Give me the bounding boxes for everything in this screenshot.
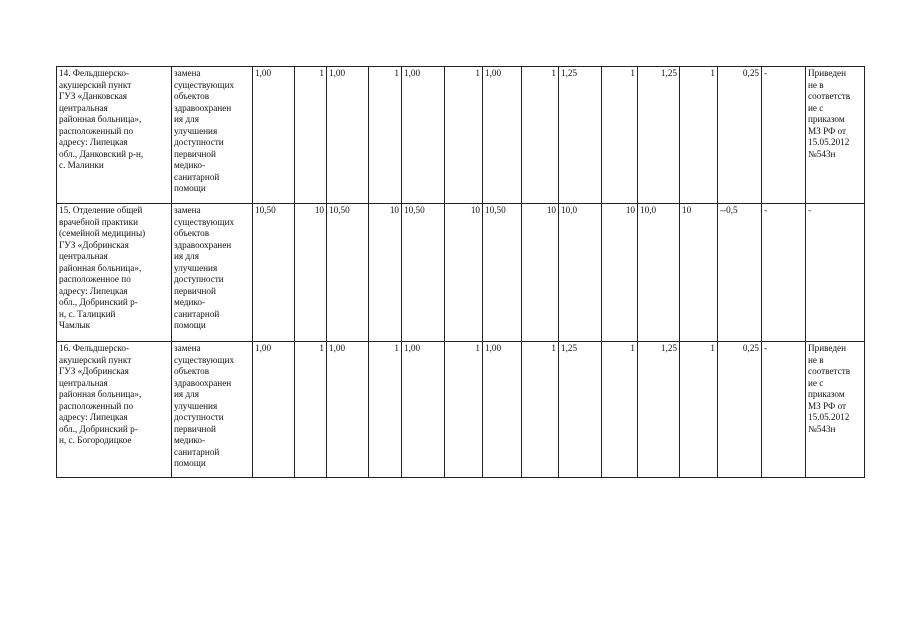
value-cell: 1,00 [327, 67, 369, 204]
count-cell: 1 [445, 342, 483, 478]
delta-cell: 0,25 [718, 342, 762, 478]
value-cell: 10,50 [327, 204, 369, 342]
dash-cell: - [762, 342, 806, 478]
value-cell: 10,0 [638, 204, 680, 342]
facilities-table [56, 66, 865, 478]
delta-cell: 0,25 [718, 67, 762, 204]
note-cell: Приведен не в соответств ие с приказом МЗ РФ от 15.05.2012 №543н [806, 342, 865, 478]
value-cell: 1,00 [402, 67, 445, 204]
value-cell: 1,00 [253, 342, 295, 478]
value-cell: 1,00 [253, 67, 295, 204]
count-cell: 10 [602, 204, 638, 342]
value-cell: 1,00 [327, 342, 369, 478]
dash-cell: - [762, 204, 806, 342]
delta-cell: --0,5 [718, 204, 762, 342]
value-cell: 10,50 [483, 204, 522, 342]
count-cell: 1 [369, 67, 402, 204]
count-cell: 1 [602, 67, 638, 204]
count-cell: 10 [369, 204, 402, 342]
count-cell: 1 [602, 342, 638, 478]
value-cell: 10,50 [402, 204, 445, 342]
facility-name-cell: 14. Фельдшерско- акушерский пункт ГУЗ «Данковская центральная районная больница», расположенный по адресу: Липецкая обл., Данковский р-н, с. Малинки [57, 67, 172, 204]
note-cell: Приведен не в соответств ие с приказом МЗ РФ от 15.05.2012 №543н [806, 67, 865, 204]
value-cell: 1,25 [559, 342, 602, 478]
dash-cell: - [762, 67, 806, 204]
count-cell: 1 [680, 67, 718, 204]
purpose-cell: замена существующих объектов здравоохранен ия для улучшения доступности первичной медико- санитарной помощи [172, 342, 253, 478]
count-cell: 1 [445, 67, 483, 204]
table-row [57, 342, 865, 478]
purpose-cell: замена существующих объектов здравоохранен ия для улучшения доступности первичной медико- санитарной помощи [172, 204, 253, 342]
value-cell: 1,25 [638, 342, 680, 478]
value-cell: 1,00 [402, 342, 445, 478]
count-cell: 1 [680, 342, 718, 478]
count-cell: 1 [295, 67, 327, 204]
count-cell: 1 [522, 342, 559, 478]
note-cell: - [806, 204, 865, 342]
value-cell: 1,25 [638, 67, 680, 204]
value-cell: 1,00 [483, 342, 522, 478]
purpose-cell: замена существующих объектов здравоохранен ия для улучшения доступности первичной медико- санитарной помощи [172, 67, 253, 204]
value-cell: 10,0 [559, 204, 602, 342]
count-cell: 1 [369, 342, 402, 478]
value-cell: 1,00 [483, 67, 522, 204]
table-row [57, 204, 865, 342]
count-cell: 1 [295, 342, 327, 478]
count-cell: 1 [522, 67, 559, 204]
table-row [57, 67, 865, 204]
count-cell: 10 [445, 204, 483, 342]
count-cell: 10 [522, 204, 559, 342]
value-cell: 10,50 [253, 204, 295, 342]
value-cell: 1,25 [559, 67, 602, 204]
count-cell: 10 [295, 204, 327, 342]
facility-name-cell: 15. Отделение общей врачебной практики (семейной медицины) ГУЗ «Добринская центральная районная больница», расположенное по адресу: Липецкая обл., Добринский р- н, с. Талицкий Чамлык [57, 204, 172, 342]
facility-name-cell: 16. Фельдшерско- акушерский пункт ГУЗ «Добринская центральная районная больница», расположенный по адресу: Липецкая обл., Добринский р- н, с. Богородицкое [57, 342, 172, 478]
count-cell: 10 [680, 204, 718, 342]
